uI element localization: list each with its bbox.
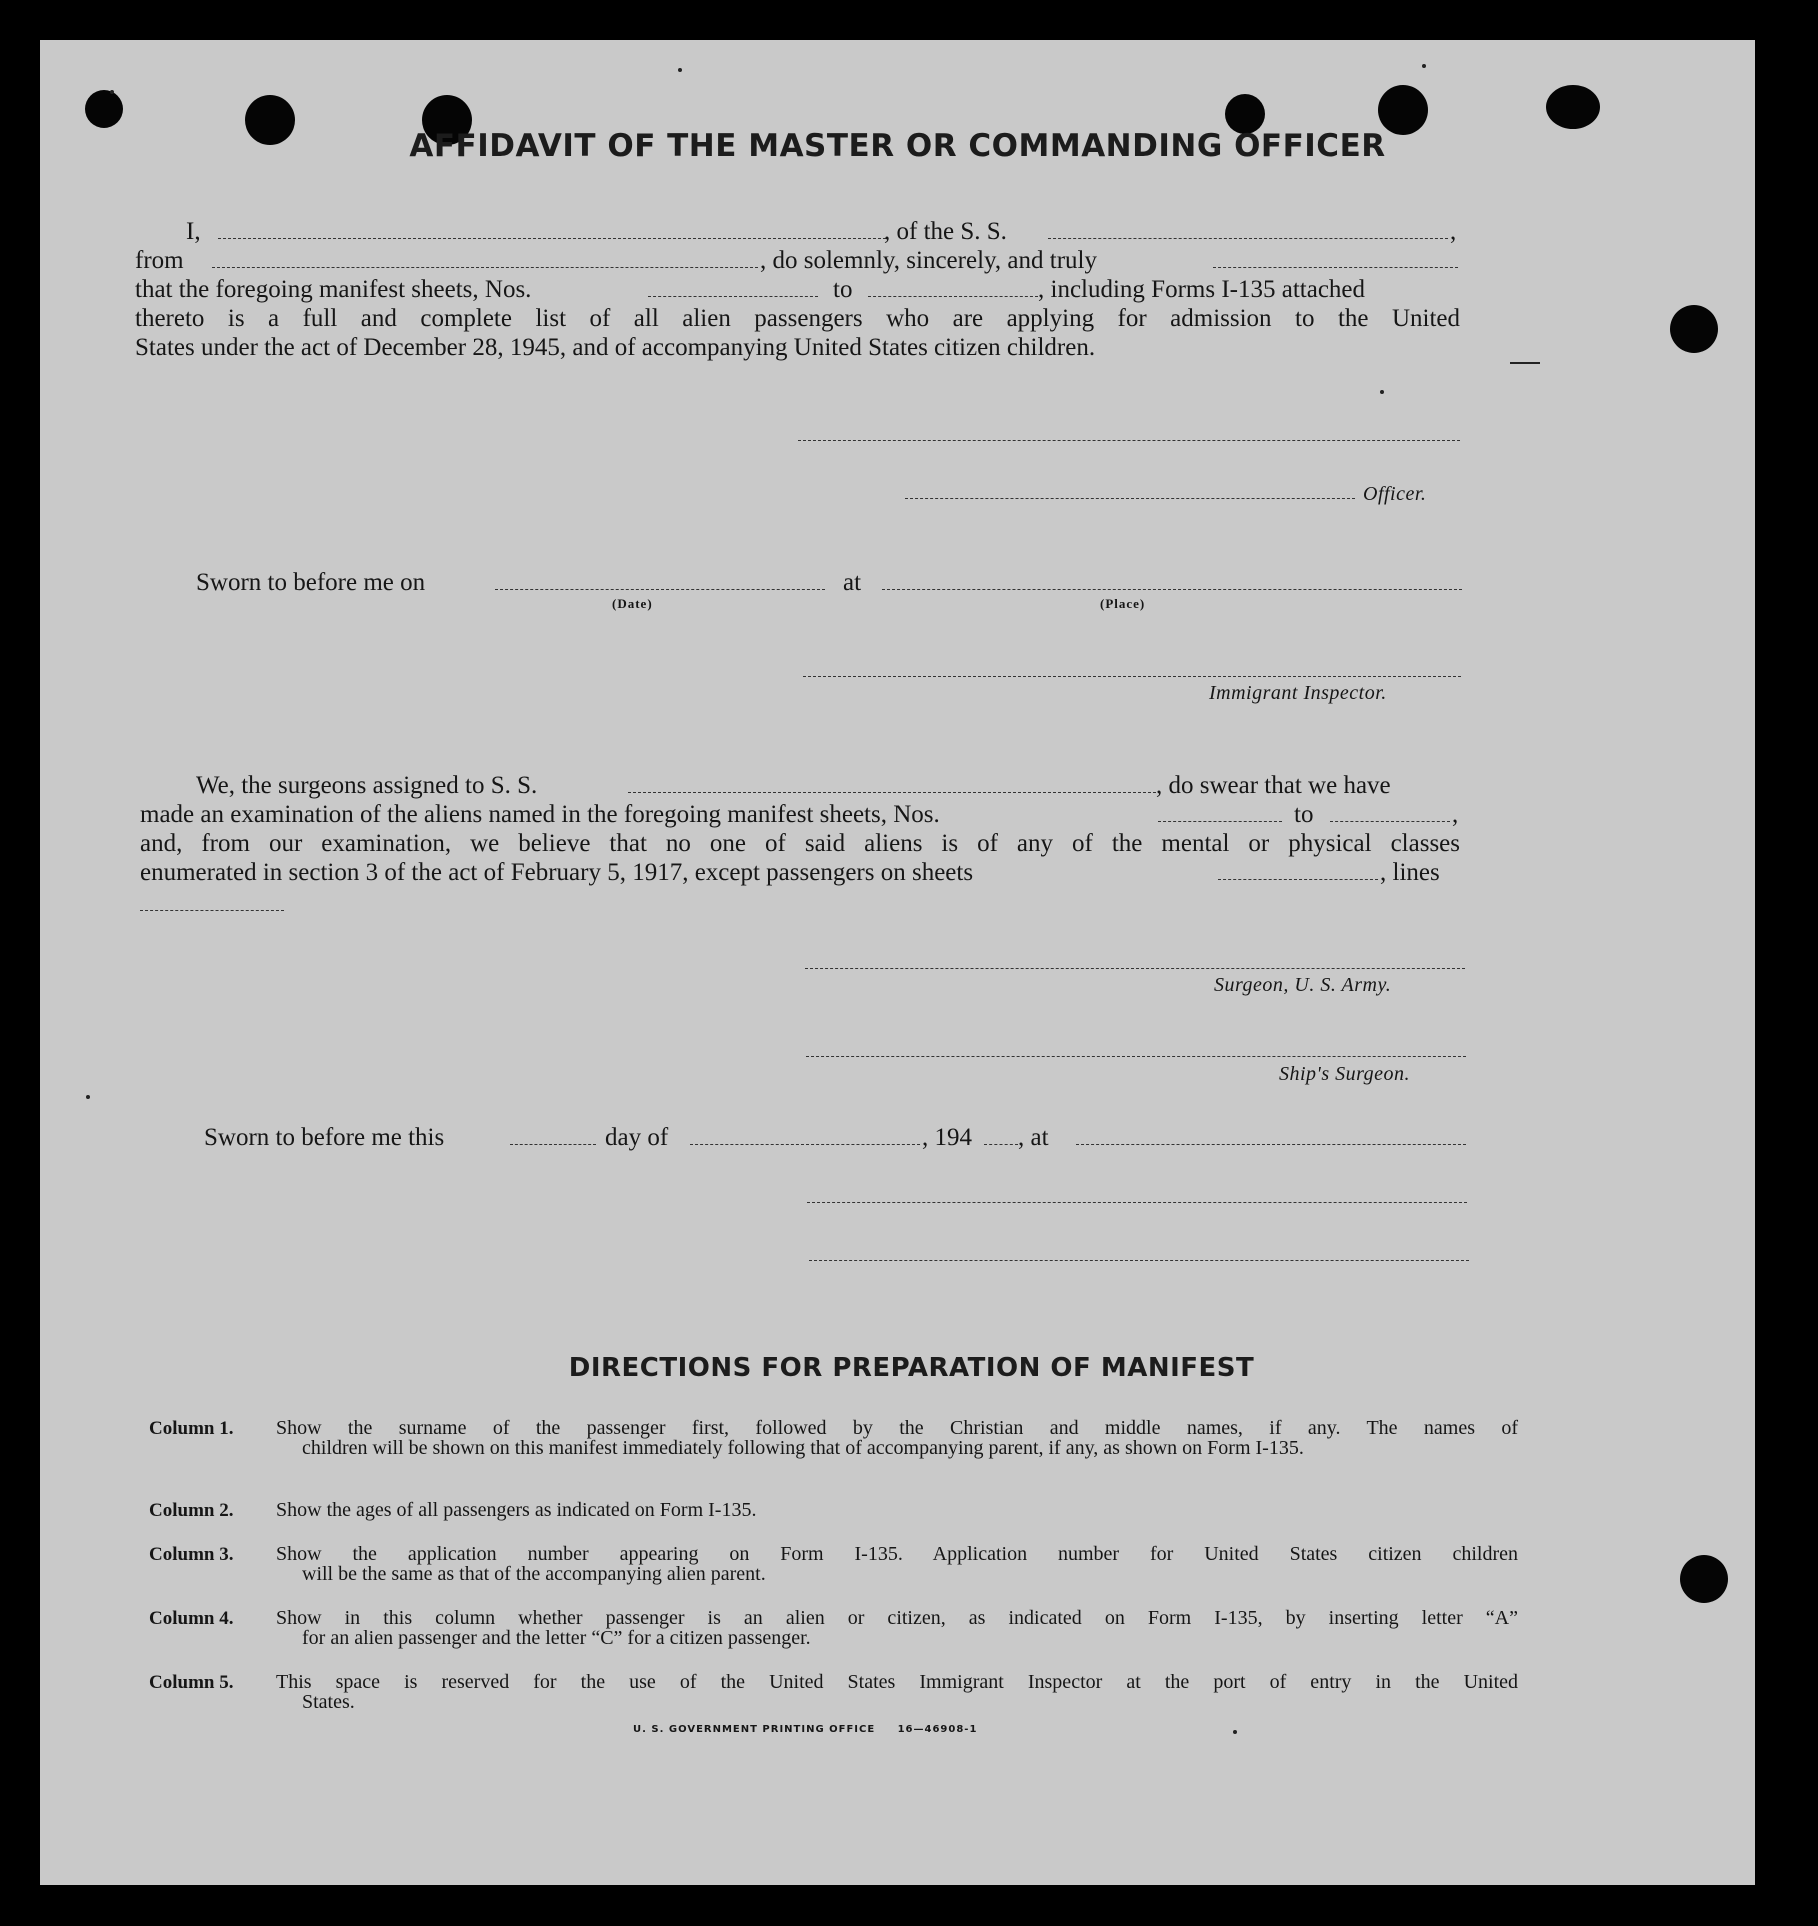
punch-hole (85, 90, 123, 128)
affirm-field[interactable] (1213, 267, 1458, 268)
except-lines-field[interactable] (140, 910, 284, 911)
direction-column-label: Column 4. (149, 1608, 234, 1629)
inspector-signature-line[interactable] (803, 676, 1461, 677)
direction-text: Show the ages of all passengers as indicated on Form I-135. (276, 1499, 757, 1521)
place-caption: (Place) (1100, 596, 1146, 611)
direction-text-continued: States. (302, 1691, 355, 1713)
paper-speck (678, 68, 682, 72)
sworn-this-text: Sworn to before me this (204, 1124, 445, 1151)
sworn-place2-field[interactable] (1076, 1144, 1466, 1145)
date-caption: (Date) (612, 596, 653, 611)
master-name-field[interactable] (218, 238, 886, 239)
direction-text: Show in this column whether passenger is an alien or citizen, as indicated on Form I-135, by inserting letter “A” (276, 1607, 1518, 1629)
army-surgeon-signature[interactable] (805, 968, 1465, 969)
surgeons-lines: , lines (1380, 859, 1440, 886)
affidavit-from: from (135, 247, 184, 274)
affidavit-title: AFFIDAVIT OF THE MASTER OR COMMANDING OFFICER (409, 128, 1386, 164)
affidavit-ship-text: , of the S. S. (884, 218, 1007, 245)
sworn-date-field[interactable] (495, 589, 825, 590)
sworn-on-text: Sworn to before me on (196, 569, 426, 596)
affidavit-swear: , do solemnly, sincerely, and truly (760, 247, 1097, 274)
signature-line-a[interactable] (807, 1202, 1467, 1203)
printing-office-footer: U. S. GOVERNMENT PRINTING OFFICE 16—46908-1 (633, 1724, 978, 1735)
ship-surgeon-signature[interactable] (806, 1056, 1466, 1057)
paper-speck (110, 90, 114, 94)
surgeons-intro: We, the surgeons assigned to S. S. (196, 772, 538, 799)
officer-label: Officer. (1363, 483, 1427, 505)
sworn-at2: , at (1018, 1124, 1049, 1151)
affidavit-line5: States under the act of December 28, 1945, and of accompanying United States citizen children. (135, 334, 1096, 361)
punch-hole (1680, 1555, 1728, 1603)
direction-column-label: Column 2. (149, 1500, 234, 1521)
surgeons-swear: , do swear that we have (1156, 772, 1391, 799)
direction-text-continued: will be the same as that of the accompanying alien parent. (302, 1563, 766, 1585)
sheet-to-field[interactable] (868, 296, 1038, 297)
surgeons-line4: enumerated in section 3 of the act of February 5, 1917, except passengers on sheets (140, 859, 974, 886)
surgeons-line3: and, from our examination, we believe that no one of said aliens is of any of the mental or physical classes (140, 830, 1460, 857)
ship-name-field[interactable] (1048, 238, 1448, 239)
form-sheet (40, 40, 1755, 1885)
officer-title-line[interactable] (905, 498, 1355, 499)
paper-speck (1422, 64, 1426, 68)
direction-column-label: Column 3. (149, 1544, 234, 1565)
sworn-at: at (843, 569, 862, 596)
inspector-label: Immigrant Inspector. (1209, 682, 1387, 704)
sworn-year: , 194 (922, 1124, 972, 1151)
surgeons-ship-field[interactable] (628, 792, 1156, 793)
affidavit-line4: thereto is a full and complete list of all alien passengers who are applying for admission to the United (135, 305, 1460, 332)
sworn-day-of: day of (605, 1124, 669, 1151)
paper-speck (86, 1095, 90, 1099)
directions-title: DIRECTIONS FOR PREPARATION OF MANIFEST (568, 1353, 1255, 1383)
punch-hole (1670, 305, 1718, 353)
surgeons-examination: made an examination of the aliens named in the foregoing manifest sheets, Nos. (140, 801, 940, 828)
surgeons-sheet-from[interactable] (1158, 821, 1282, 822)
sheet-from-field[interactable] (648, 296, 818, 297)
except-sheets-field[interactable] (1218, 879, 1378, 880)
direction-column-label: Column 5. (149, 1672, 234, 1693)
paper-speck (1510, 362, 1540, 364)
punch-hole (1546, 85, 1600, 129)
army-surgeon-label: Surgeon, U. S. Army. (1214, 974, 1392, 996)
officer-signature-line[interactable] (798, 440, 1460, 441)
direction-text-continued: for an alien passenger and the letter “C” for a citizen passenger. (302, 1627, 811, 1649)
direction-text: Show the application number appearing on Form I-135. Application number for United States citizen children (276, 1543, 1518, 1565)
ship-surgeon-label: Ship's Surgeon. (1279, 1063, 1411, 1085)
affidavit-i: I, (186, 218, 201, 245)
direction-text: This space is reserved for the use of the United States Immigrant Inspector at the port of entry in the United (276, 1671, 1518, 1693)
surgeons-comma: , (1452, 801, 1459, 828)
direction-text: Show the surname of the passenger first, followed by the Christian and middle names, if any. The names of (276, 1417, 1518, 1439)
paper-speck (1380, 390, 1384, 394)
signature-line-b[interactable] (809, 1260, 1469, 1261)
surgeons-to: to (1294, 801, 1314, 828)
from-port-field[interactable] (212, 267, 758, 268)
sworn-month-field[interactable] (690, 1144, 920, 1145)
sworn-year-field[interactable] (984, 1144, 1018, 1145)
affidavit-including: , including Forms I-135 attached (1038, 276, 1366, 303)
affidavit-to: to (833, 276, 853, 303)
sworn-day-field[interactable] (510, 1144, 596, 1145)
surgeons-sheet-to[interactable] (1330, 821, 1450, 822)
affidavit-comma: , (1450, 218, 1457, 245)
affidavit-nos: that the foregoing manifest sheets, Nos. (135, 276, 532, 303)
sworn-place-field[interactable] (882, 589, 1462, 590)
direction-text-continued: children will be shown on this manifest immediately following that of accompanying parent, if any, as shown on Form I-135. (302, 1437, 1304, 1459)
direction-column-label: Column 1. (149, 1418, 234, 1439)
paper-speck (1233, 1730, 1237, 1734)
